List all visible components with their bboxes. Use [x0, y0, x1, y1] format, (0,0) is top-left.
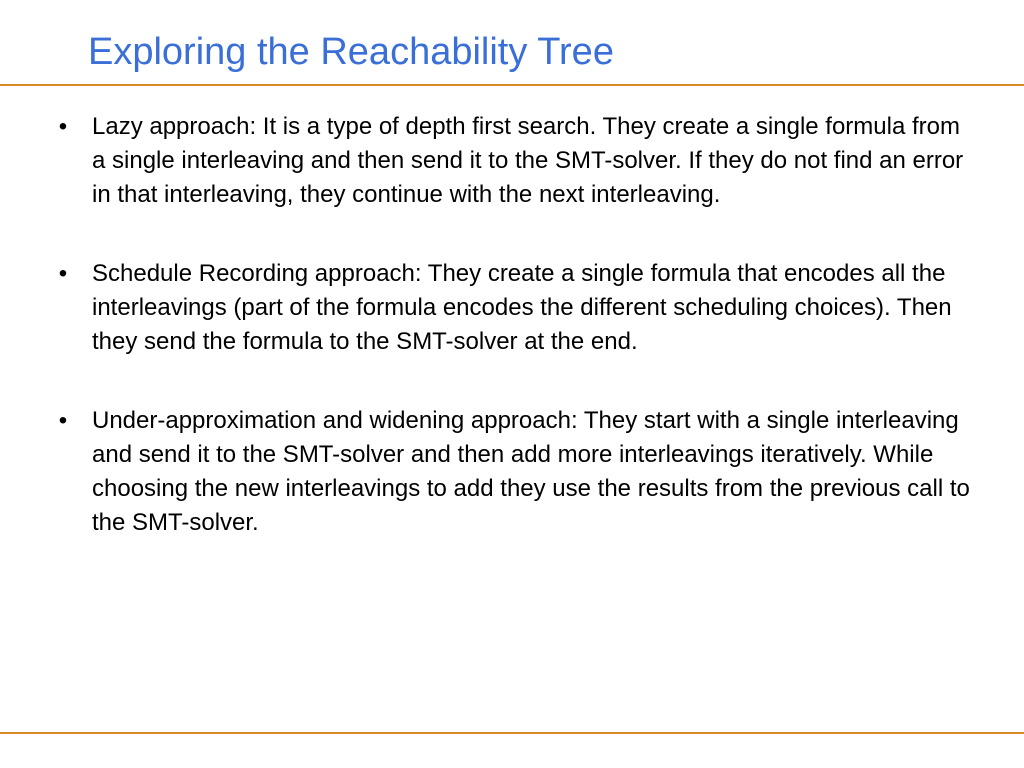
bullet-item-under-approximation — [0, 404, 1024, 540]
slide-title: Exploring the Reachability Tree — [88, 31, 614, 73]
bullet-item-schedule-recording — [0, 257, 1024, 359]
title-divider — [0, 84, 1024, 86]
footer-divider — [0, 732, 1024, 734]
bullet-marker: • — [58, 407, 68, 434]
bullet-text: Schedule Recording approach: They create a single formula that encodes all the interleavings (part of the formula encodes the different scheduling choices). Then they send the formula to the SMT-solver at the end. — [92, 260, 952, 355]
bullet-marker: • — [58, 260, 68, 287]
bullet-text: Lazy approach: It is a type of depth first search. They create a single formula from a single interleaving and then send it to the SMT-solver. If they do not find an error in that interleaving, they continue with the next interleaving. — [92, 113, 964, 208]
bullet-item-lazy — [0, 110, 1024, 212]
bullet-list — [0, 110, 1024, 540]
bullet-marker: • — [58, 113, 68, 140]
bullet-text: Under-approximation and widening approach: They start with a single interleaving and send it to the SMT-solver and then add more interleavings iteratively. While choosing the new interleavings to add they use the results from the previous call to the SMT-solver. — [92, 407, 970, 536]
